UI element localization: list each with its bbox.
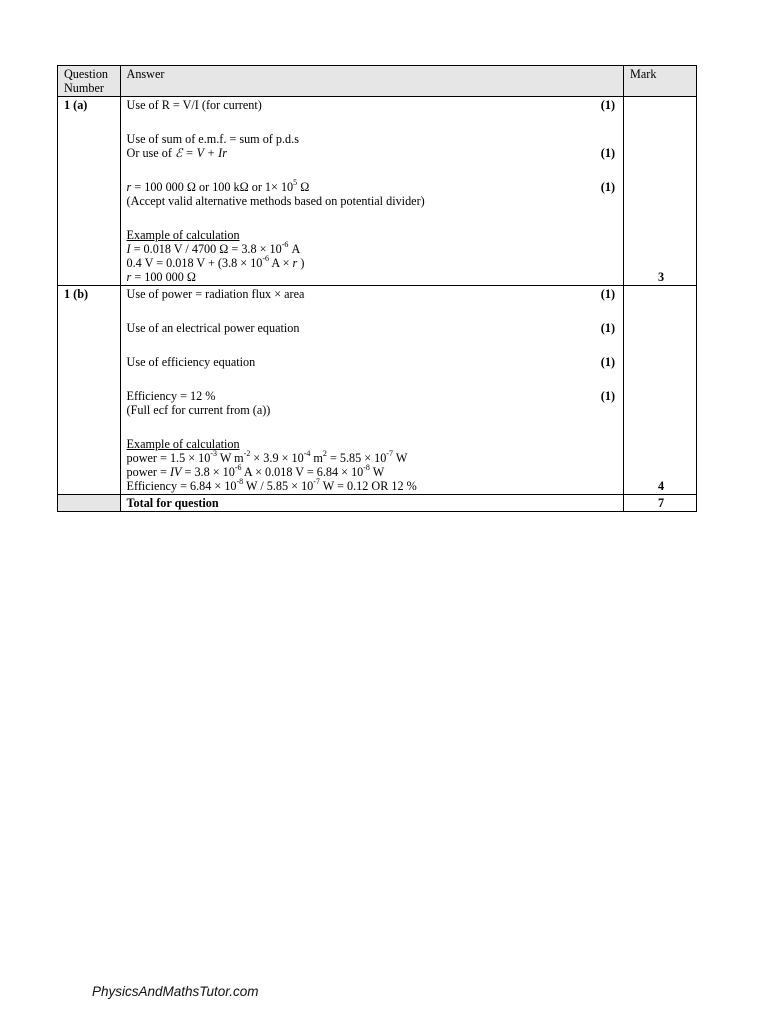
answer-text: Use of an electrical power equation	[126, 321, 300, 335]
superscript: -8	[236, 476, 244, 486]
total-blank-cell	[58, 495, 121, 512]
total-mark: 7	[624, 495, 697, 512]
answer-text: Use of sum of e.m.f. = sum of p.d.s	[126, 132, 299, 146]
answer-1b-line-2	[127, 321, 619, 335]
answer-1a-line-2	[127, 132, 619, 146]
calc-1a-line-2	[126, 253, 619, 270]
calc-1a-line-3	[127, 270, 619, 284]
answer-text: (Accept valid alternative methods based on potential divider)	[126, 194, 425, 208]
answer-1b-line-4	[127, 389, 619, 403]
question-1b-number: 1 (b)	[58, 286, 121, 495]
row-1a	[58, 97, 697, 286]
symbol-iv: IV	[169, 465, 182, 479]
answer-text: (Full ecf for current from (a))	[126, 403, 271, 417]
emf-equation: ℰ = V + Ir	[174, 146, 227, 160]
calc-text: W	[369, 465, 385, 479]
superscript: 5	[293, 177, 298, 187]
superscript: -2	[243, 448, 251, 458]
superscript: -3	[210, 448, 218, 458]
mark-point: (1)	[600, 355, 616, 369]
superscript: -6	[281, 239, 289, 249]
mark-scheme-table	[57, 65, 697, 512]
answer-text: Use of power = radiation flux × area	[126, 287, 305, 301]
superscript: -6	[262, 253, 270, 263]
mark-point: (1)	[600, 98, 616, 112]
superscript: -4	[303, 448, 311, 458]
answer-1a-line-1	[127, 98, 619, 112]
superscript: -6	[234, 462, 242, 472]
calc-1b-line-2	[126, 462, 619, 479]
calc-text: A × 0.018 V = 6.84 × 10	[241, 465, 364, 479]
answer-text: Ω	[297, 180, 310, 194]
answer-1b-line-5	[127, 403, 619, 417]
calc-text: 0.4 V = 0.018 V + (3.8 × 10	[126, 256, 263, 270]
symbol-r: r	[126, 180, 132, 194]
calc-text: W	[393, 451, 408, 465]
example-heading-1a	[127, 228, 619, 242]
answer-text: Or use of	[126, 146, 175, 160]
calc-1b-line-3	[126, 476, 619, 493]
calc-text: × 3.9 × 10	[250, 451, 304, 465]
calc-1a-line-1	[126, 239, 619, 256]
mark-point: (1)	[600, 321, 616, 335]
calc-text: A ×	[269, 256, 293, 270]
header-row	[58, 66, 697, 97]
total-label: Total for question	[120, 495, 623, 512]
example-heading-1b	[127, 437, 619, 451]
answer-1a-line-3	[127, 146, 619, 160]
symbol-i: I	[126, 242, 131, 256]
mark-point: (1)	[600, 180, 616, 194]
answer-1a-line-4	[126, 177, 619, 194]
example-heading: Example of calculation	[126, 437, 240, 451]
symbol-r: r	[292, 256, 298, 270]
header-answer: Answer	[120, 66, 623, 97]
answer-text: Efficiency = 12 %	[126, 389, 216, 403]
calc-text: = 0.018 V / 4700 Ω = 3.8 × 10	[130, 242, 282, 256]
answer-text: Use of R = V/I (for current)	[126, 98, 262, 112]
calc-1b-line-1	[126, 448, 619, 465]
calc-text: power = 1.5 × 10	[126, 451, 211, 465]
answer-1b-line-1	[127, 287, 619, 301]
row-1b	[58, 286, 697, 495]
total-row	[58, 495, 697, 512]
symbol-r: r	[126, 270, 132, 284]
calc-text: Efficiency = 6.84 × 10	[126, 479, 237, 493]
superscript: -7	[313, 476, 320, 486]
superscript: -7	[386, 448, 394, 458]
header-question-number: Question Number	[58, 66, 121, 97]
calc-text: = 100 000 Ω	[131, 270, 196, 284]
question-1a-number: 1 (a)	[58, 97, 121, 286]
calc-text: power =	[126, 465, 170, 479]
superscript: -8	[363, 462, 370, 472]
answer-text: Use of efficiency equation	[126, 355, 256, 369]
answer-1a-line-5	[127, 194, 619, 208]
calc-text: W m	[217, 451, 244, 465]
calc-text: W / 5.85 × 10	[243, 479, 314, 493]
calc-text: = 5.85 × 10	[326, 451, 387, 465]
mark-point: (1)	[600, 287, 616, 301]
calc-text: W = 0.12 OR 12 %	[319, 479, 417, 493]
answer-1b	[120, 286, 623, 495]
superscript: 2	[322, 448, 327, 458]
example-heading: Example of calculation	[126, 228, 240, 242]
mark-1a: 3	[624, 97, 697, 286]
mark-point: (1)	[600, 389, 616, 403]
answer-1a	[120, 97, 623, 286]
calc-text: m	[310, 451, 323, 465]
calc-text: A	[288, 242, 301, 256]
calc-text: )	[297, 256, 305, 270]
answer-text: = 100 000 Ω or 100 kΩ or 1× 10	[131, 180, 294, 194]
answer-1b-line-3	[127, 355, 619, 369]
header-mark: Mark	[624, 66, 697, 97]
footer-site-name: PhysicsAndMathsTutor.com	[92, 984, 259, 999]
calc-text: = 3.8 × 10	[181, 465, 235, 479]
mark-1b: 4	[624, 286, 697, 495]
mark-point: (1)	[600, 146, 616, 160]
